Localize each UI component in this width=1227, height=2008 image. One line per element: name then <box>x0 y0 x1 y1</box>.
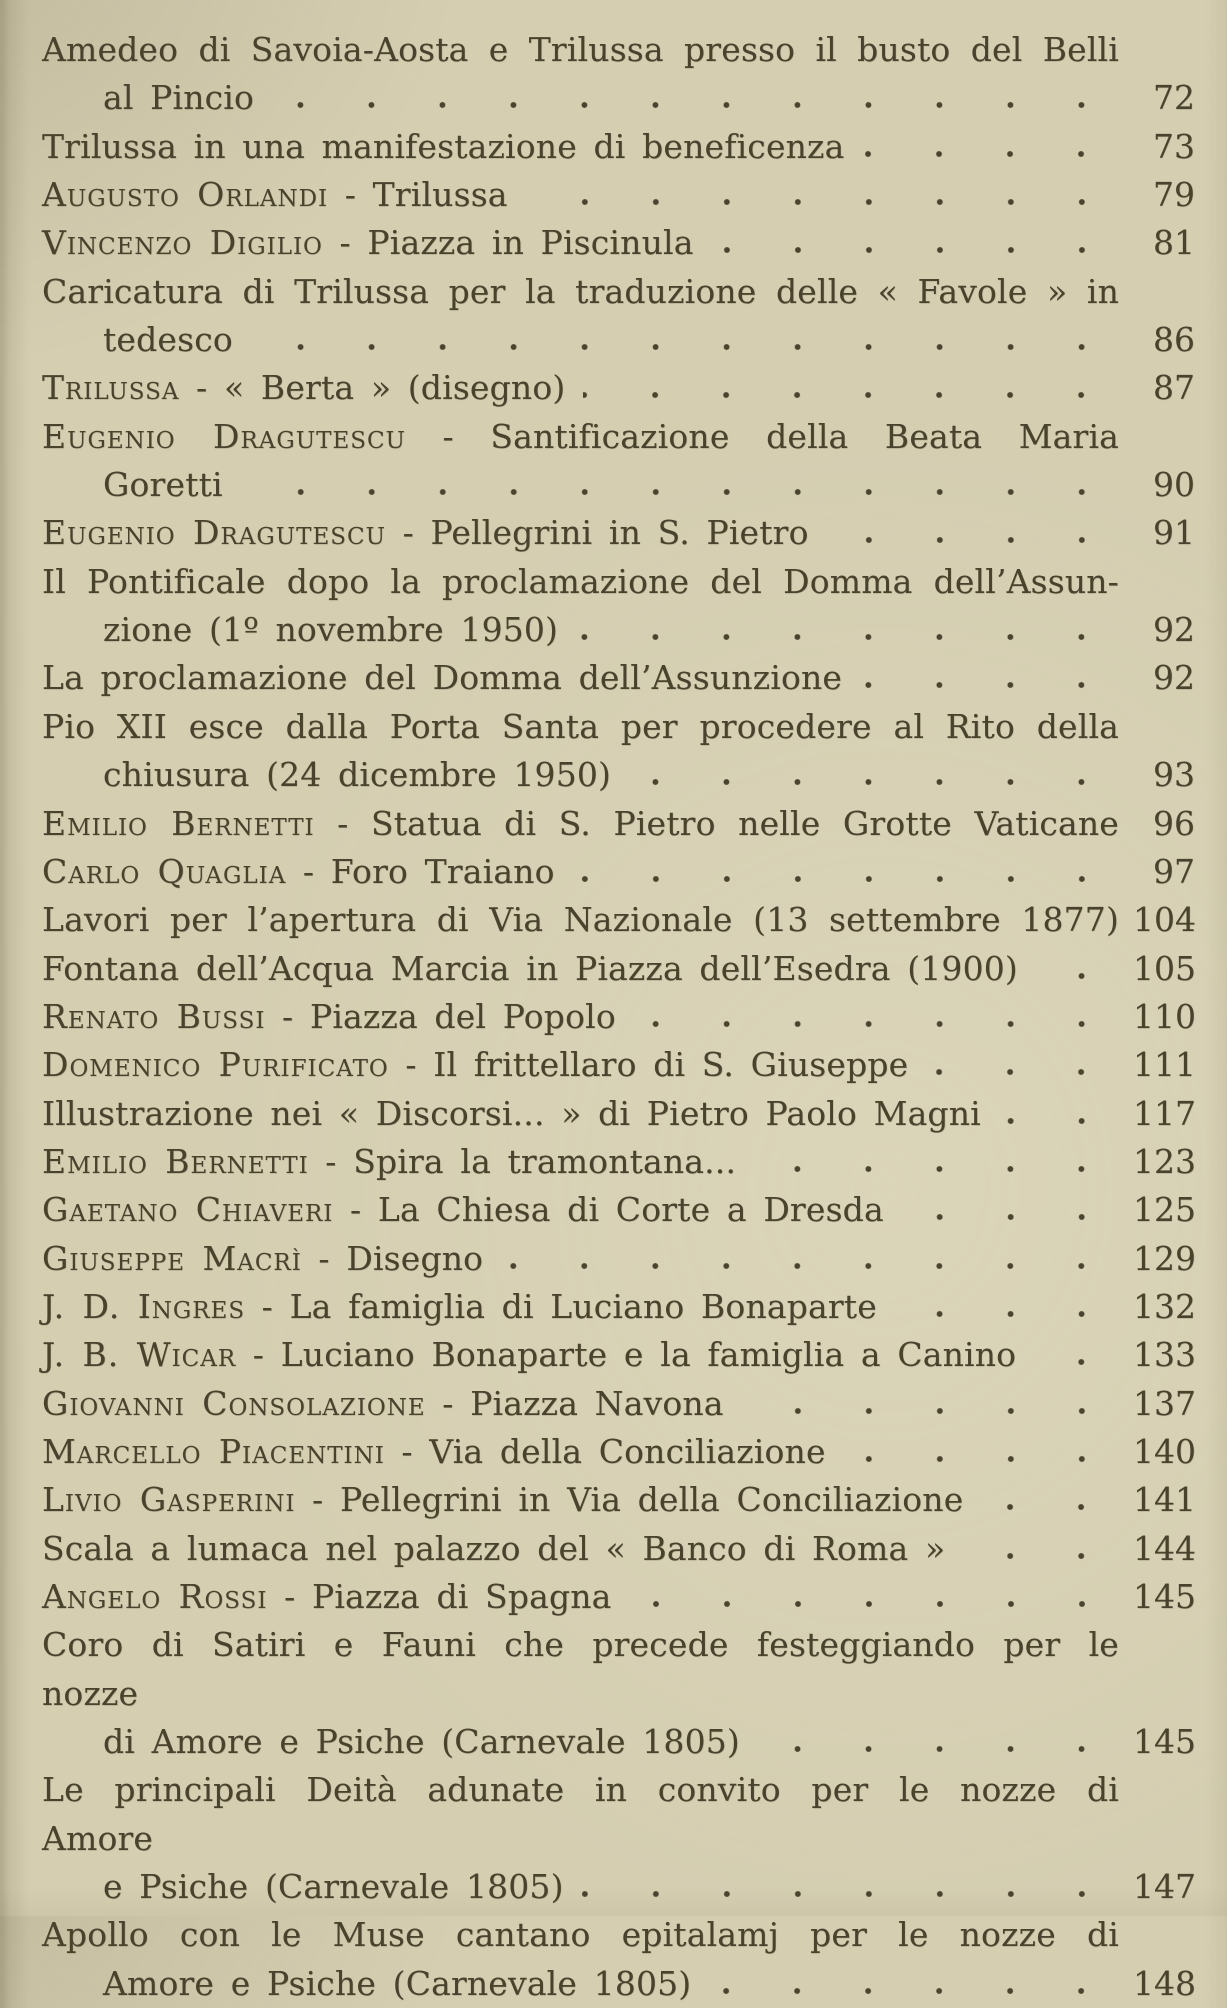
page-number: 133 <box>1133 1335 1196 1375</box>
dot-leader <box>712 246 1117 254</box>
page-number: 86 <box>1153 320 1195 360</box>
toc-line <box>42 1235 1195 1283</box>
dot-leader <box>629 778 1117 786</box>
artist-name: Giovanni Consolazione <box>42 1383 426 1423</box>
entry-text: Lavori per l’apertura di Via Nazionale (13 settembre 1877) <box>42 900 1119 940</box>
entry-text: Emilio Bernetti - Statua di S. Pietro nelle Grotte Vaticane <box>42 803 1120 843</box>
toc-line <box>42 1621 1195 1718</box>
page-number: 92 <box>1153 658 1195 698</box>
page-number: 104 <box>1133 900 1196 940</box>
dot-leader <box>583 391 1117 399</box>
entry-text: Il Pontificale dopo la proclamazione del Domma dell’Assun- <box>42 561 1119 601</box>
illustrations-list <box>42 26 1195 2008</box>
page-number: 137 <box>1133 1383 1196 1423</box>
artist-name: Eugenio Dragutescu <box>42 416 406 456</box>
dot-leader <box>272 101 1117 109</box>
entry-text: zione (1º novembre 1950) <box>103 610 559 650</box>
entry-text: Amedeo di Savoia-Aosta e Trilussa presso il busto del Belli <box>42 30 1119 69</box>
entry-text: Domenico Purificato - Il frittellaro di S. Giuseppe <box>42 1045 909 1085</box>
dot-leader <box>895 1310 1117 1318</box>
page-number: 117 <box>1133 1093 1196 1133</box>
entry-text: Apollo con le Muse cantano epitalamj per le nozze di <box>42 1915 1119 1955</box>
toc-line <box>42 171 1195 219</box>
toc-line <box>42 1718 1195 1766</box>
artist-name: Emilio Bernetti <box>42 803 315 843</box>
toc-line <box>42 1766 1195 1863</box>
page-number: 141 <box>1133 1480 1196 1520</box>
entry-text: Angelo Rossi - Piazza di Spagna <box>42 1577 612 1616</box>
entry-text: Giovanni Consolazione - Piazza Navona <box>42 1383 724 1423</box>
dot-leader <box>758 1745 1117 1753</box>
toc-line <box>42 316 1195 364</box>
dot-leader <box>862 150 1117 158</box>
dot-leader <box>1034 1358 1117 1366</box>
page-number: 92 <box>1153 610 1195 650</box>
toc-line <box>42 364 1195 412</box>
dot-leader <box>860 681 1117 689</box>
entry-text: Scala a lumaca nel palazzo del « Banco di Roma » <box>42 1528 946 1568</box>
dot-leader <box>742 1407 1117 1415</box>
toc-line <box>42 74 1195 122</box>
dot-leader <box>576 633 1117 641</box>
toc-line <box>42 509 1195 557</box>
page-number: 123 <box>1133 1141 1196 1181</box>
page-number: 97 <box>1153 851 1195 891</box>
toc-line <box>42 413 1195 461</box>
entry-text: Eugenio Dragutescu - Santificazione della Beata Maria <box>42 416 1120 456</box>
artist-name: Gaetano Chiaveri <box>42 1190 334 1230</box>
toc-line <box>42 1283 1195 1331</box>
entry-text: Giuseppe Macrì - Disegno <box>42 1238 484 1278</box>
dot-leader <box>827 536 1117 544</box>
page-number: 111 <box>1133 1045 1196 1085</box>
dot-leader <box>844 1455 1117 1463</box>
dot-leader <box>999 1117 1117 1125</box>
entry-text: Gaetano Chiaveri - La Chiesa di Corte a Dresda <box>42 1190 884 1230</box>
toc-line <box>42 751 1195 799</box>
entry-text: Pio XII esce dalla Porta Santa per procedere al Rito della <box>42 706 1119 746</box>
toc-line <box>42 1476 1195 1524</box>
entry-text: Caricatura di Trilussa per la traduzione delle « Favole » in <box>42 271 1119 311</box>
artist-name: Domenico Purificato <box>42 1045 389 1085</box>
entry-text: al Pincio <box>103 78 255 118</box>
page-number: 81 <box>1153 223 1195 263</box>
page-number: 125 <box>1133 1190 1196 1230</box>
toc-line <box>42 1331 1195 1379</box>
artist-name: Livio Gasperini <box>42 1480 296 1520</box>
page-number: 145 <box>1133 1577 1196 1616</box>
toc-line <box>42 1138 1195 1186</box>
toc-line <box>42 1380 1195 1428</box>
page-number: 145 <box>1133 1722 1196 1762</box>
entry-text: e Psiche (Carnevale 1805) <box>103 1867 564 1907</box>
toc-line <box>42 606 1195 654</box>
entry-text: Vincenzo Digilio - Piazza in Piscinula <box>42 223 694 263</box>
artist-name: Giuseppe Macrì <box>42 1238 302 1278</box>
page-number: 148 <box>1133 1963 1196 2003</box>
entry-text: Trilussa in una manifestazione di beneficenza <box>42 126 845 166</box>
page-number: 147 <box>1133 1867 1196 1907</box>
toc-line <box>42 1573 1195 1621</box>
dot-leader <box>630 1600 1118 1608</box>
toc-line <box>42 1041 1195 1089</box>
page-number: 105 <box>1133 948 1196 988</box>
artist-name: Emilio Bernetti <box>42 1141 309 1181</box>
entry-text: Eugenio Dragutescu - Pellegrini in S. Pietro <box>42 513 809 553</box>
entry-text: J. B. Wicar - Luciano Bonaparte e la famiglia a Canino <box>42 1335 1017 1375</box>
page-number: 144 <box>1133 1528 1196 1568</box>
entry-text: Marcello Piacentini - Via della Conciliazione <box>42 1431 826 1471</box>
toc-line <box>42 1186 1195 1234</box>
dot-leader <box>926 1068 1117 1076</box>
entry-text: Illustrazione nei « Discorsi... » di Pietro Paolo Magni <box>42 1093 981 1133</box>
toc-line <box>42 1090 1195 1138</box>
toc-line <box>42 558 1195 606</box>
entry-text: Livio Gasperini - Pellegrini in Via della Conciliazione <box>42 1480 964 1520</box>
page-number: 73 <box>1153 126 1195 166</box>
entry-text: Fontana dell’Acqua Marcia in Piazza dell’Esedra (1900) <box>42 948 1018 988</box>
toc-line <box>42 703 1195 751</box>
artist-name: Carlo Quaglia <box>42 851 287 891</box>
dot-leader <box>981 1503 1117 1511</box>
page-number: 90 <box>1153 465 1195 505</box>
entry-text: Coro di Satiri e Fauni che precede festeggiando per le nozze <box>42 1625 1119 1713</box>
entry-text: La proclamazione del Domma dell’Assunzione <box>42 658 843 698</box>
dot-leader <box>634 1020 1117 1028</box>
toc-line <box>42 461 1195 509</box>
dot-leader <box>963 1552 1117 1560</box>
toc-line <box>42 945 1195 993</box>
artist-name: Vincenzo Digilio <box>42 223 323 263</box>
entry-text: di Amore e Psiche (Carnevale 1805) <box>103 1722 740 1762</box>
dot-leader <box>501 1262 1117 1270</box>
dot-leader <box>573 875 1117 883</box>
toc-line <box>42 26 1195 74</box>
toc-line <box>42 1428 1195 1476</box>
toc-line <box>42 848 1195 896</box>
dot-leader <box>251 343 1117 351</box>
page-number: 132 <box>1133 1286 1196 1326</box>
artist-name: J. B. Wicar <box>42 1335 237 1375</box>
toc-line <box>42 1863 1195 1911</box>
page-number: 110 <box>1133 996 1196 1036</box>
entry-text: Le principali Deità adunate in convito per le nozze di Amore <box>42 1770 1119 1858</box>
toc-line <box>42 993 1195 1041</box>
dot-leader <box>1036 972 1117 980</box>
toc-line <box>42 219 1195 267</box>
entry-text: Renato Bussi - Piazza del Popolo <box>42 996 616 1036</box>
entry-text: Augusto Orlandi - Trilussa <box>42 175 508 215</box>
entry-text: Amore e Psiche (Carnevale 1805) <box>103 1963 692 2003</box>
dot-leader <box>902 1213 1117 1221</box>
toc-line <box>42 896 1195 944</box>
dot-leader <box>582 1890 1117 1898</box>
page-number: 87 <box>1153 368 1195 408</box>
entry-text: J. D. Ingres - La famiglia di Luciano Bonaparte <box>42 1286 877 1326</box>
artist-name: Marcello Piacentini <box>42 1431 385 1471</box>
toc-line <box>42 123 1195 171</box>
artist-name: Trilussa <box>42 368 180 408</box>
artist-name: Augusto Orlandi <box>42 175 329 215</box>
dot-leader <box>526 198 1117 206</box>
page-number: 72 <box>1153 78 1195 118</box>
artist-name: Renato Bussi <box>42 996 266 1036</box>
toc-line <box>42 268 1195 316</box>
page-number: 140 <box>1133 1431 1196 1471</box>
page-number: 93 <box>1153 755 1195 795</box>
toc-line <box>42 1911 1195 1959</box>
toc-line <box>42 654 1195 702</box>
artist-name: Angelo Rossi <box>42 1577 268 1616</box>
toc-line <box>42 1525 1195 1573</box>
toc-line <box>42 1960 1195 2008</box>
entry-text: Carlo Quaglia - Foro Traiano <box>42 851 555 891</box>
page-number: 79 <box>1153 175 1195 215</box>
artist-name: Eugenio Dragutescu <box>42 513 386 553</box>
entry-text: Trilussa - « Berta » (disegno) <box>42 368 566 408</box>
page-number: 129 <box>1133 1238 1196 1278</box>
page-number: 96 <box>1153 803 1195 843</box>
artist-name: J. D. Ingres <box>42 1286 246 1326</box>
entry-text: Emilio Bernetti - Spira la tramontana... <box>42 1141 737 1181</box>
dot-leader <box>754 1165 1117 1173</box>
entry-text: tedesco <box>103 320 233 360</box>
page-number: 91 <box>1153 513 1195 553</box>
dot-leader <box>709 1987 1117 1995</box>
entry-text: Goretti <box>103 465 223 505</box>
dot-leader <box>241 488 1117 496</box>
entry-text: chiusura (24 dicembre 1950) <box>103 755 612 795</box>
toc-line <box>42 800 1195 848</box>
